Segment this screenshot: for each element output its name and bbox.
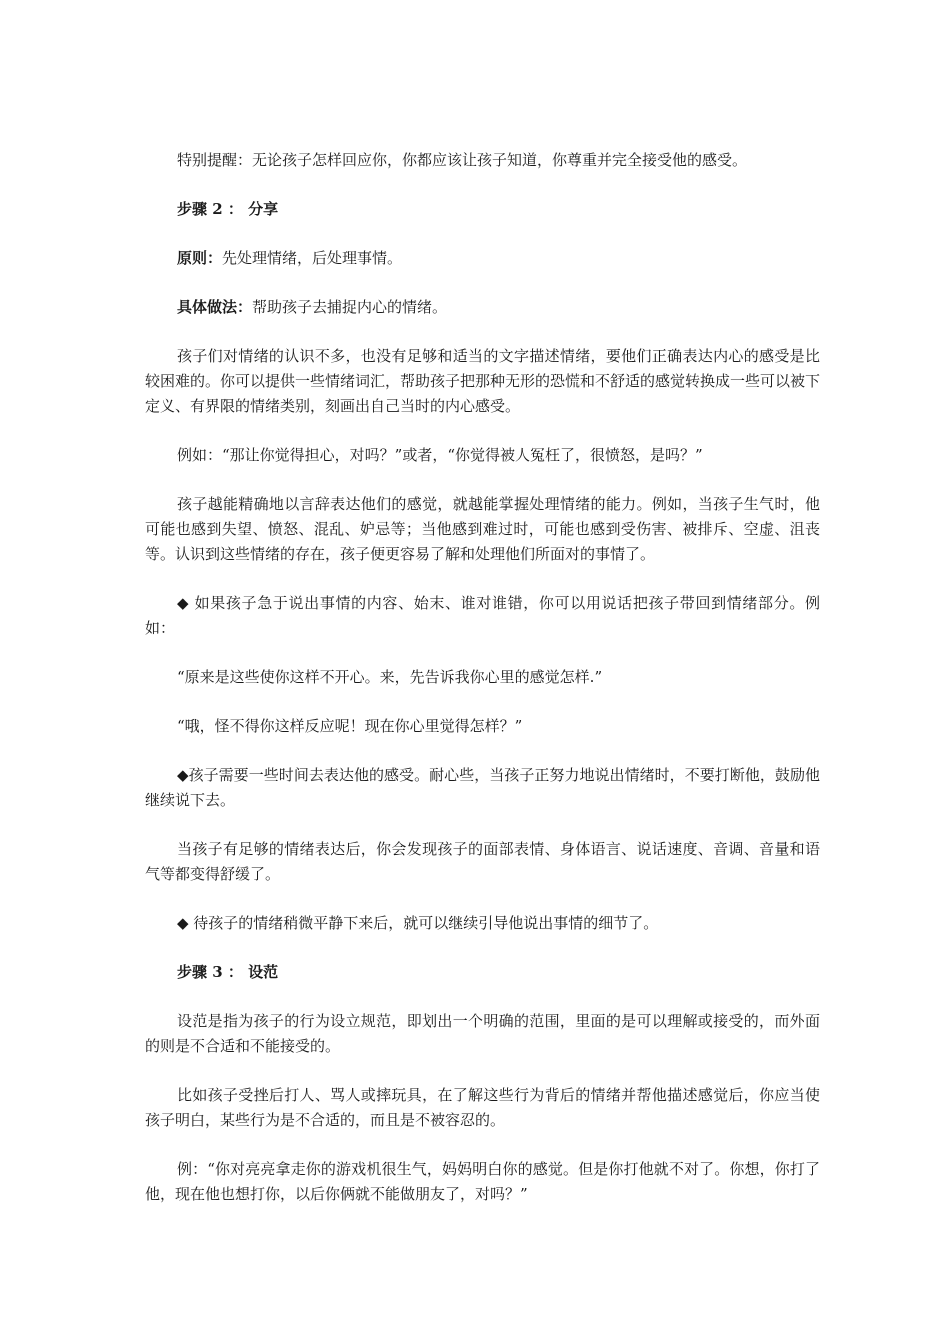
step2-heading: 步骤 2 ： 分享	[177, 200, 279, 218]
details-bullet-paragraph: ◆ 待孩子的情绪稍微平静下来后，就可以继续引导他说出事情的细节了。	[177, 914, 659, 932]
principle-label: 原则：	[177, 249, 223, 267]
patience-bullet-paragraph: ◆孩子需要一些时间去表达他的感受。耐心些，当孩子正努力地说出情绪时，不要打断他，鼓励他继续说下去。	[145, 766, 820, 809]
quote-one: “原来是这些使你这样不开心。来，先告诉我你心里的感觉怎样.”	[177, 668, 603, 686]
method-paragraph	[145, 295, 820, 320]
method-label: 具体做法：	[177, 298, 253, 316]
principle-paragraph	[145, 246, 820, 271]
example-paragraph: 例如：“那让你觉得担心，对吗？”或者，“你觉得被人冤枉了，很愤怒，是吗？”	[177, 446, 703, 464]
quote-two: “哦，怪不得你这样反应呢！现在你心里觉得怎样？”	[177, 717, 523, 735]
boundary-example-paragraph: 比如孩子受挫后打人、骂人或摔玩具，在了解这些行为背后的情绪并帮他描述感觉后，你应当使孩子明白，某些行为是不合适的，而且是不被容忍的。	[145, 1086, 820, 1129]
reminder-paragraph: 特别提醒：无论孩子怎样回应你，你都应该让孩子知道，你尊重并完全接受他的感受。	[177, 151, 748, 169]
method-text: 帮助孩子去捕捉内心的情绪。	[252, 298, 448, 316]
expression-ability-paragraph: 孩子越能精确地以言辞表达他们的感觉，就越能掌握处理情绪的能力。例如，当孩子生气时，他可能也感到失望、愤怒、混乱、妒忌等；当他感到难过时，可能也感到受伤害、被排斥、空虚、沮丧等。认识到这些情绪的存在，孩子便更容易了解和处理他们所面对的事情了。	[145, 495, 820, 563]
principle-text: 先处理情绪，后处理事情。	[222, 249, 403, 267]
dialogue-example-paragraph: 例：“你对亮亮拿走你的游戏机很生气，妈妈明白你的感觉。但是你打他就不对了。你想，你打了他，现在他也想打你，以后你俩就不能做朋友了，对吗？”	[145, 1160, 820, 1203]
boundary-definition-paragraph: 设范是指为孩子的行为设立规范，即划出一个明确的范围，里面的是可以理解或接受的，而外面的则是不合适和不能接受的。	[145, 1012, 820, 1055]
redirect-bullet-paragraph: ◆ 如果孩子急于说出事情的内容、始末、谁对谁错，你可以用说话把孩子带回到情绪部分。例如：	[145, 594, 820, 637]
step3-heading: 步骤 3 ： 设范	[177, 963, 279, 981]
calming-paragraph: 当孩子有足够的情绪表达后，你会发现孩子的面部表情、身体语言、说话速度、音调、音量和语气等都变得舒缓了。	[145, 840, 820, 883]
emotion-vocabulary-paragraph: 孩子们对情绪的认识不多，也没有足够和适当的文字描述情绪，要他们正确表达内心的感受是比较困难的。你可以提供一些情绪词汇，帮助孩子把那种无形的恐慌和不舒适的感觉转换成一些可以被下定义、有界限的情绪类别，刻画出自己当时的内心感受。	[145, 347, 821, 415]
document-page	[145, 148, 820, 1231]
